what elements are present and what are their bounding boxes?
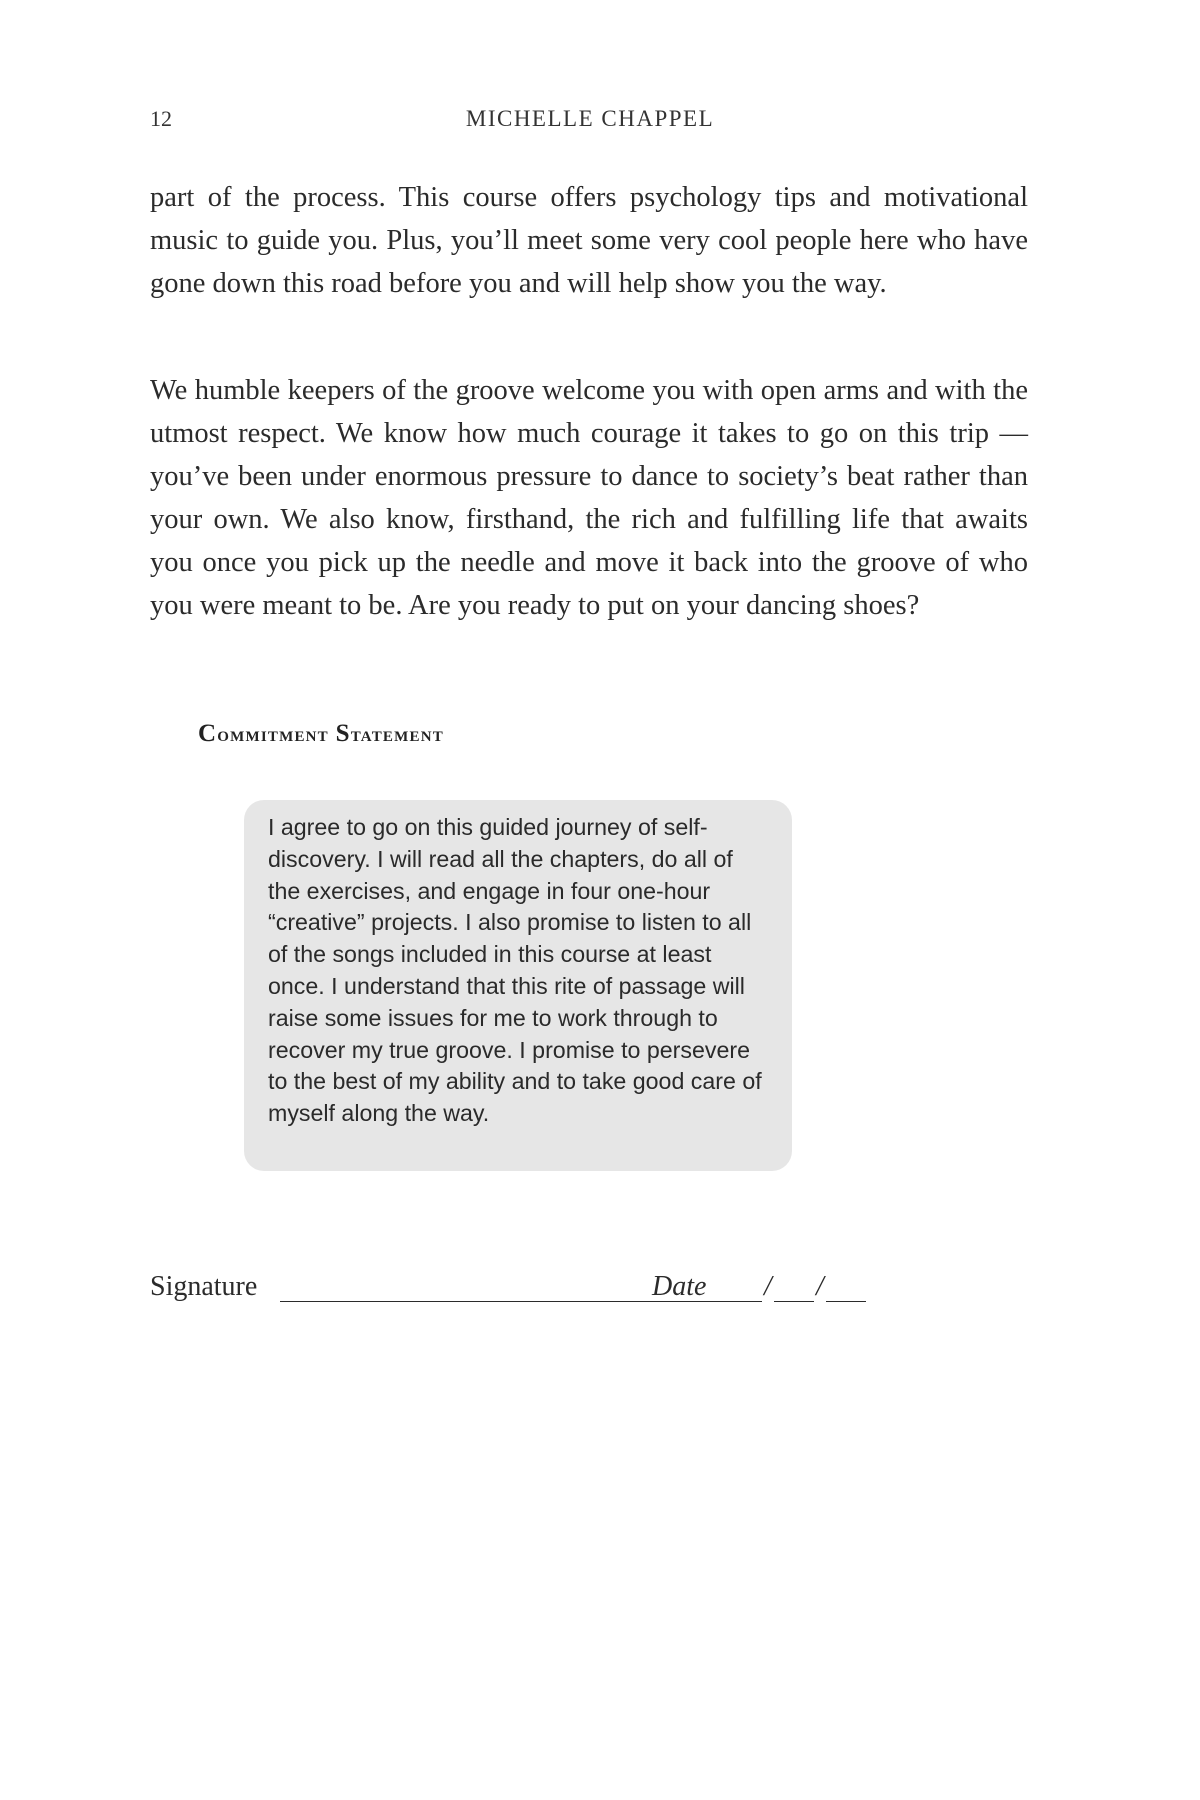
- section-heading: Commitment Statement: [198, 720, 444, 747]
- date-month-blank[interactable]: [722, 1271, 762, 1302]
- page-number: 12: [150, 106, 172, 131]
- date-day-blank[interactable]: [774, 1271, 814, 1302]
- signature-date-line: [150, 1271, 910, 1311]
- running-head: [150, 106, 1030, 136]
- date-separator: /: [764, 1271, 772, 1302]
- body-paragraph: We humble keepers of the groove welcome you with open arms and with the utmost respect. We know how much courage it takes to go on this trip — you’ve been under enormous pressure to dance to society’s beat rather than your own. We also know, firsthand, the rich and fulfilling life that awaits you once you pick up the needle and move it back into the groove of who you were meant to be. Are you ready to put on your dancing shoes?: [150, 375, 1028, 621]
- commitment-statement-box: [244, 800, 792, 1171]
- running-head-author: MICHELLE CHAPPEL: [465, 106, 715, 131]
- commitment-statement-text: I agree to go on this guided journey of self-discovery. I will read all the chapters, do all of the exercises, and engage in four one-hour “creative” projects. I also promise to listen to all of the songs included in this course at least once. I understand that this rite of passage will raise some issues for me to work through to recover my true groove. I promise to persevere to the best of my ability and to take good care of myself along the way.: [268, 814, 762, 1127]
- date-separator: /: [816, 1271, 824, 1302]
- date-year-blank[interactable]: [826, 1271, 866, 1302]
- body-paragraph: part of the process. This course offers psychology tips and motivational music to guide you. Plus, you’ll meet some very cool people here who have gone down this road before you and will help show you the way.: [150, 182, 1028, 299]
- date-label: Date: [652, 1271, 707, 1302]
- signature-label: Signature: [150, 1271, 258, 1302]
